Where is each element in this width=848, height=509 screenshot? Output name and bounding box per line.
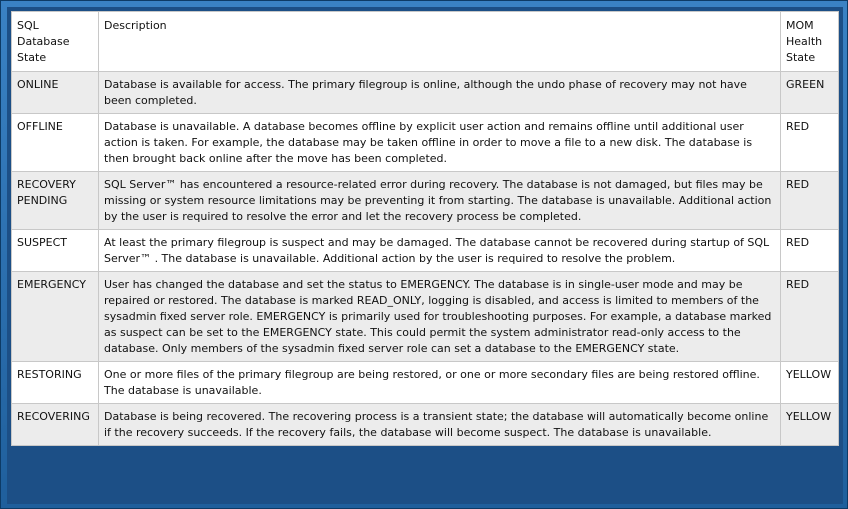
description-cell: User has changed the database and set the status to EMERGENCY. The database is in single-user mode and may be repaired or restored. The database is marked READ_ONLY, logging is disabled, and access is limited to members of the sysadmin fixed server role. EMERGENCY is primarily used for troubleshooting purposes. For example, a database marked as suspect can be set to the EMERGENCY state. This could permit the system administrator read-only access to the database. Only members of the sysadmin fixed server role can set a database to the EMERGENCY state. bbox=[99, 272, 781, 362]
state-cell: ONLINE bbox=[12, 72, 99, 114]
header-mom-health-state: MOM Health State bbox=[781, 12, 839, 72]
header-sql-database-state: SQL Database State bbox=[12, 12, 99, 72]
state-cell: OFFLINE bbox=[12, 114, 99, 172]
database-state-table bbox=[11, 11, 839, 446]
description-cell: SQL Server™ has encountered a resource-related error during recovery. The database is not damaged, but files may be missing or system resource limitations may be preventing it from starting. The database is unavailable. Additional action by the user is required to resolve the error and let the recovery process be completed. bbox=[99, 172, 781, 230]
health-cell: YELLOW bbox=[781, 362, 839, 404]
table-row bbox=[12, 172, 839, 230]
health-cell: RED bbox=[781, 230, 839, 272]
description-cell: Database is available for access. The primary filegroup is online, although the undo phase of recovery may not have been completed. bbox=[99, 72, 781, 114]
health-cell: RED bbox=[781, 172, 839, 230]
health-cell: RED bbox=[781, 114, 839, 172]
description-cell: Database is being recovered. The recovering process is a transient state; the database will automatically become online if the recovery succeeds. If the recovery fails, the database will become suspect. The database is unavailable. bbox=[99, 404, 781, 446]
description-cell: At least the primary filegroup is suspect and may be damaged. The database cannot be recovered during startup of SQL Server™ . The database is unavailable. Additional action by the user is required to resolve the problem. bbox=[99, 230, 781, 272]
state-cell: RECOVERING bbox=[12, 404, 99, 446]
state-cell: EMERGENCY bbox=[12, 272, 99, 362]
table-row bbox=[12, 404, 839, 446]
state-cell: SUSPECT bbox=[12, 230, 99, 272]
health-cell: GREEN bbox=[781, 72, 839, 114]
header-row bbox=[12, 12, 839, 72]
table-row bbox=[12, 230, 839, 272]
table-container bbox=[7, 7, 843, 504]
table-row bbox=[12, 362, 839, 404]
table-row bbox=[12, 72, 839, 114]
state-cell: RESTORING bbox=[12, 362, 99, 404]
description-cell: Database is unavailable. A database becomes offline by explicit user action and remains offline until additional user action is taken. For example, the database may be taken offline in order to move a file to a new disk. The database is then brought back online after the move has been completed. bbox=[99, 114, 781, 172]
state-cell: RECOVERY PENDING bbox=[12, 172, 99, 230]
health-cell: YELLOW bbox=[781, 404, 839, 446]
table-row bbox=[12, 114, 839, 172]
description-cell: One or more files of the primary filegroup are being restored, or one or more secondary files are being restored offline. The database is unavailable. bbox=[99, 362, 781, 404]
header-description: Description bbox=[99, 12, 781, 72]
table-row bbox=[12, 272, 839, 362]
health-cell: RED bbox=[781, 272, 839, 362]
